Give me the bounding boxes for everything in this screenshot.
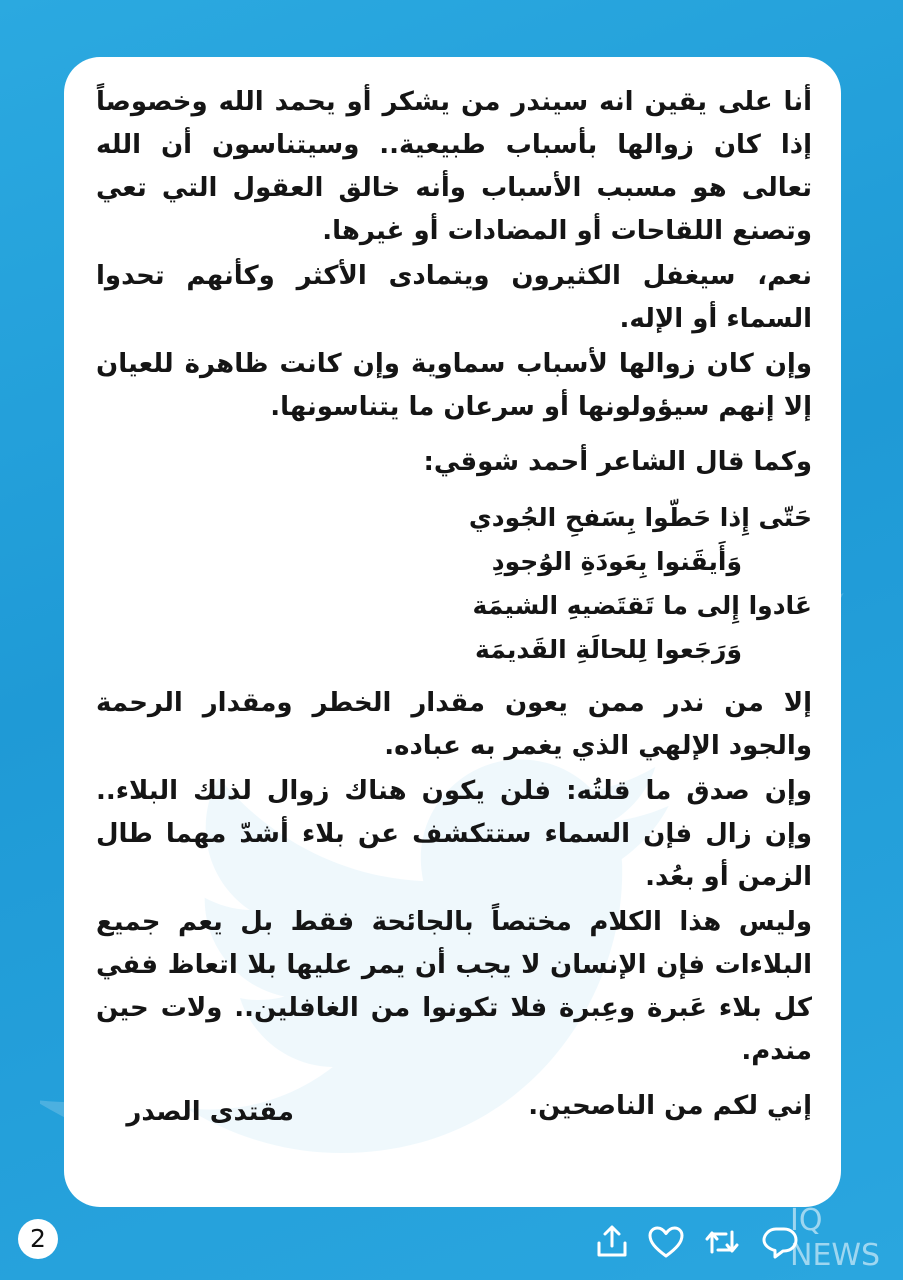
page-number: 2 [18,1219,58,1259]
like-icon[interactable] [646,1222,686,1262]
verse-line: عَادوا إِلى ما تَقتَضيهِ الشيمَة [472,591,812,620]
paragraph: أنا على يقين انه سيندر من يشكر أو يحمد الله وخصوصاً إذا كان زوالها بأسباب طبيعية.. وسيتناسون أن الله تعالى هو مسبب الأسباب وأنه خالق العقول التي تعي وتصنع اللقاحات أو المضادات أو غيرها. [96,87,812,246]
verse-line: وَرَجَعوا لِلحالَةِ القَديمَة [475,635,742,664]
paragraph: وليس هذا الكلام مختصاً بالجائحة فقط بل يعم جميع البلاءات فإن الإنسان لا يجب أن يمر عليها بلا اتعاظ ففي كل بلاء عَبرة وعِبرة فلا تكونوا من الغافلين.. ولات حين مندم. [96,907,812,1066]
statement-text [96,81,812,1130]
verse-line: وَأَيقَنوا بِعَودَةِ الوُجودِ [491,547,742,576]
share-icon[interactable] [592,1222,632,1262]
signature: مقتدى الصدر [126,1097,294,1127]
retweet-icon[interactable] [702,1222,742,1262]
paragraph: وكما قال الشاعر أحمد شوقي: [423,447,812,477]
paragraph: إلا من ندر ممن يعون مقدار الخطر ومقدار الرحمة والجود الإلهي الذي يغمر به عباده. [96,688,812,761]
paragraph: وإن كان زوالها لأسباب سماوية وإن كانت ظاهرة للعيان إلا إنهم سيؤولونها أو سرعان ما يتناسونها. [96,349,812,422]
poem-verse [96,496,812,672]
tweet-actions [592,1222,804,1262]
statement-card [64,57,841,1207]
paragraph: نعم، سيغفل الكثيرون ويتمادى الأكثر وكأنهم تحدوا السماء أو الإله. [96,261,812,334]
paragraph: وإن صدق ما قلتُه: فلن يكون هناك زوال لذلك البلاء.. وإن زال فإن السماء ستتكشف عن بلاء أشدّ مهما طال الزمن أو بعُد. [96,776,812,892]
news-watermark: IQ NEWS [790,1203,881,1273]
paragraph: إني لكم من الناصحين. [528,1091,812,1121]
verse-line: حَتّى إِذا حَطّوا بِسَفحِ الجُودي [468,503,812,532]
